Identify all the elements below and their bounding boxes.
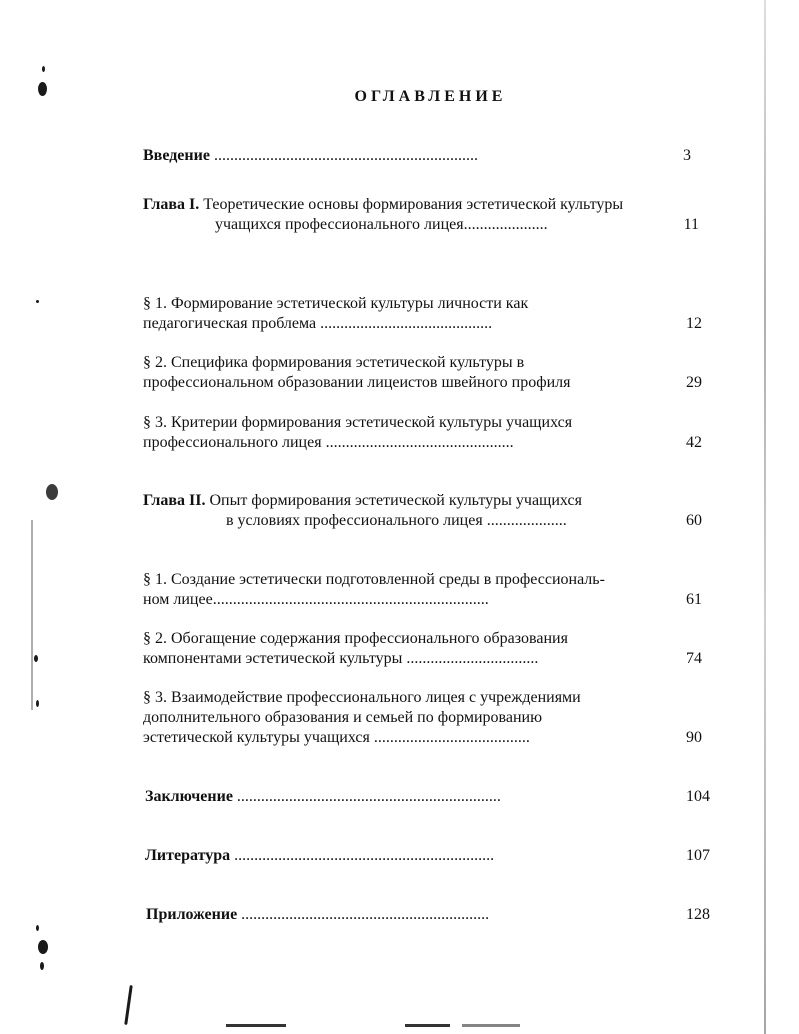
scan-bottom-mark <box>405 1024 450 1027</box>
page-title: ОГЛАВЛЕНИЕ <box>354 88 507 105</box>
literature-dots: ................................................................. <box>230 847 495 864</box>
appendix-page-number: 128 <box>686 906 710 923</box>
ink-spot <box>124 985 133 1025</box>
intro-dots: .................................................................. <box>209 147 478 164</box>
ch2-section-3-page-number: 90 <box>686 729 702 746</box>
ink-spot <box>46 484 58 500</box>
chapter-1-page-number: 11 <box>683 216 699 233</box>
ch1-section-1-page-number: 12 <box>686 315 702 332</box>
ch1-section-3-line-2: профессионального лицея ............................................... <box>143 434 514 451</box>
ch2-section-1-line-1: § 1. Создание эстетически подготовленной среды в профессиональ- <box>143 571 605 588</box>
scan-edge-left <box>31 520 33 710</box>
ch2-section-1-page-number: 61 <box>686 591 702 608</box>
toc-entry-appendix <box>146 905 489 925</box>
ch2-section-1-line-2: ном лицее..................................................................... <box>143 591 489 608</box>
ch1-section-3-page-number: 42 <box>686 434 702 451</box>
conclusion-dots: .................................................................. <box>232 788 501 805</box>
ch2-section-3-line-1: § 3. Взаимодействие профессионального лицея с учреждениями <box>143 689 581 706</box>
conclusion-label: Заключение <box>145 788 233 805</box>
ch1-section-2-line-2: профессиональном образовании лицеистов швейного профиля <box>143 374 571 391</box>
appendix-label: Приложение <box>146 906 238 923</box>
toc-entry-conclusion <box>145 787 501 807</box>
chapter-1-title-line-2: учащихся профессионального лицея..................... <box>215 216 548 233</box>
toc-entry-intro <box>143 146 478 166</box>
conclusion-page-number: 104 <box>686 788 710 805</box>
chapter-2-page-number: 60 <box>686 512 702 529</box>
ch1-section-1-line-2: педагогическая проблема ........................................... <box>143 315 493 332</box>
chapter-2-title-line-2: в условиях профессионального лицея .................... <box>226 512 567 529</box>
chapter-1-label: Глава I. <box>143 196 200 213</box>
ink-spot <box>36 300 39 303</box>
literature-page-number: 107 <box>686 847 710 864</box>
chapter-2-title-line-1: Опыт формирования эстетической культуры учащихся <box>205 492 582 509</box>
ch2-section-3-line-2: дополнительного образования и семьей по формированию <box>143 709 543 726</box>
scan-bottom-mark <box>226 1024 286 1027</box>
ch2-section-2-page-number: 74 <box>686 650 702 667</box>
ch2-section-2-line-1: § 2. Обогащение содержания профессионального образования <box>143 630 568 647</box>
scan-bottom-mark <box>462 1024 520 1027</box>
ch1-section-2-line-1: § 2. Специфика формирования эстетической культуры в <box>143 354 525 371</box>
chapter-1-title-line-1: Теоретические основы формирования эстетической культуры <box>199 196 624 213</box>
intro-label: Введение <box>143 147 210 164</box>
toc-chapter-1-line-1 <box>143 195 623 215</box>
ink-spot <box>34 655 38 662</box>
chapter-2-label: Глава II. <box>143 492 206 509</box>
ink-spot <box>40 962 44 970</box>
ch1-section-3-line-1: § 3. Критерии формирования эстетической культуры учащихся <box>143 414 573 431</box>
ch2-section-2-line-2: компонентами эстетической культуры ................................. <box>143 650 539 667</box>
toc-chapter-2-line-1 <box>143 491 582 511</box>
ch1-section-1-line-1: § 1. Формирование эстетической культуры личности как <box>143 295 529 312</box>
literature-label: Литература <box>145 847 231 864</box>
appendix-dots: .............................................................. <box>237 906 490 923</box>
ink-spot <box>36 700 39 707</box>
ch1-section-2-page-number: 29 <box>686 374 702 391</box>
ink-spot <box>42 66 45 72</box>
ink-spot <box>36 925 39 931</box>
toc-entry-literature <box>145 846 494 866</box>
intro-page-number: 3 <box>683 147 691 164</box>
ink-spot <box>38 940 48 954</box>
scan-edge-right <box>764 0 766 1034</box>
ch2-section-3-line-3: эстетической культуры учащихся ....................................... <box>143 729 530 746</box>
